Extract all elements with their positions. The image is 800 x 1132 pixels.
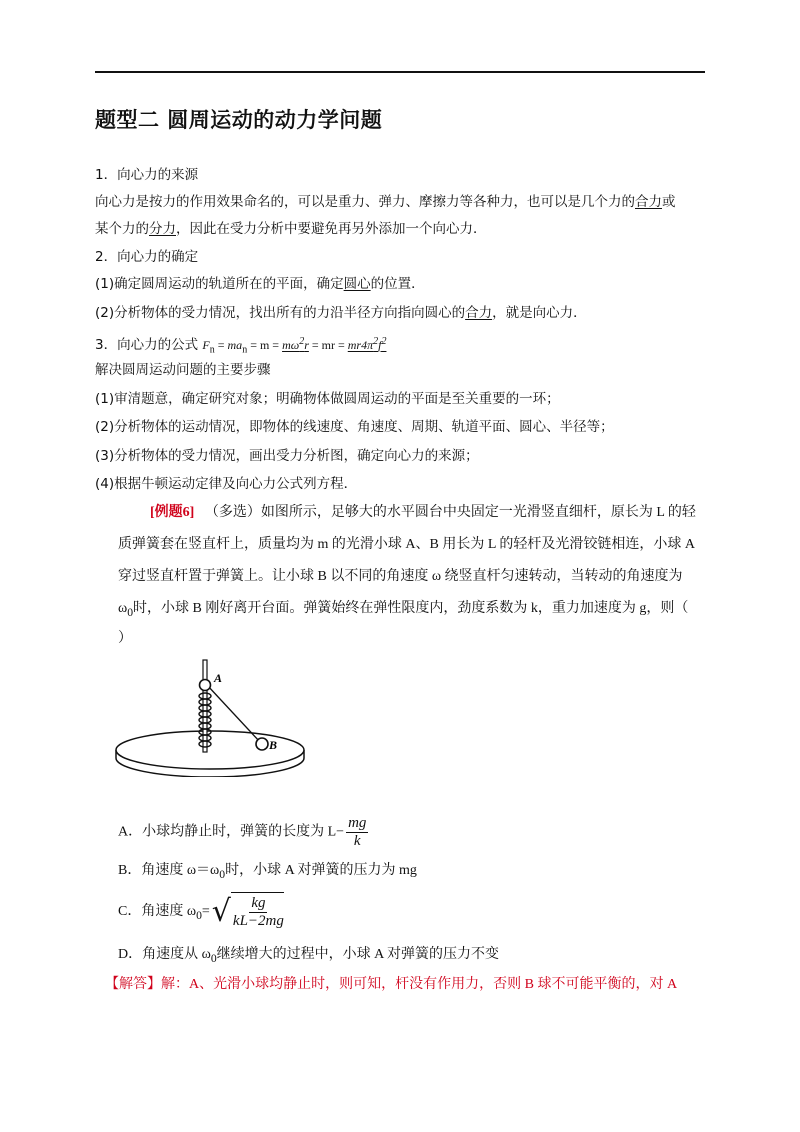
formula-sup: 2 (373, 336, 379, 347)
formula-term: = m = (247, 338, 283, 352)
text-span: C．角速度 ω (118, 904, 197, 920)
answer-tag: 【解答】 (105, 977, 161, 992)
fraction-kg-over-kl (233, 895, 284, 932)
radicand (231, 892, 284, 932)
fraction-denominator: k (353, 833, 361, 849)
text-span: （多选）如图所示，足够大的水平圆台中央固定一光滑竖直细杆，原长为 L 的轻 (204, 505, 696, 520)
section-1-line-1 (95, 193, 676, 211)
subscript: 0 (196, 909, 202, 923)
formula-term: F (202, 338, 210, 352)
example-tag: [例题6] (150, 505, 195, 520)
step-2: (2)分析物体的运动情况，即物体的线速度、角速度、周期、轨道平面、圆心、半径等； (95, 419, 614, 435)
steps-heading: 解决圆周运动问题的主要步骤 (95, 362, 271, 378)
fraction-denominator: kL−2mg (232, 913, 284, 929)
option-a (118, 815, 368, 850)
ball-b (256, 738, 268, 750)
option-d (118, 946, 499, 968)
fraction-mg-over-k (346, 815, 368, 850)
text-span: (2)分析物体的受力情况，找出所有的力沿半径方向指向圆心的 (95, 305, 466, 321)
example-line-5: ） (118, 631, 132, 646)
section-3-heading: 3．向心力的公式 (95, 337, 203, 353)
square-root (212, 892, 284, 932)
text-span: ，因此在受力分析中要避免再另外添加一个向心力． (176, 221, 487, 237)
option-b (118, 862, 417, 884)
answer-line (105, 976, 677, 994)
underlined-term: 分力 (149, 221, 176, 237)
formula-term: = (214, 338, 228, 352)
section-1-heading: 1．向心力的来源 (95, 167, 199, 183)
radical-sign: √ (211, 894, 231, 929)
formula-term: r (304, 338, 309, 352)
example-line-3: 穿过竖直杆置于弹簧上。让小球 B 以不同的角速度 ω 绕竖直杆匀速转动，当转动的角速度为 (118, 569, 683, 584)
formula-term: = mr = (308, 338, 348, 352)
fraction-numerator: kg (251, 895, 266, 911)
subscript: 0 (219, 867, 226, 881)
formula-sub: n (242, 344, 248, 356)
text-span: 时，小球 A 对弹簧的压力为 mg (225, 863, 417, 878)
label-b: B (269, 738, 278, 752)
underlined-formula-term (348, 338, 387, 352)
centripetal-force-formula (202, 336, 387, 356)
step-4: (4)根据牛顿运动定律及向心力公式列方程． (95, 476, 358, 492)
text-span: (1)确定圆周运动的轨道所在的平面，确定 (95, 276, 344, 292)
section-3-formula-line (95, 333, 386, 359)
text-span: 或 (662, 194, 676, 210)
text-span: B．角速度 ω＝ω (118, 863, 220, 878)
example-line-1 (150, 504, 696, 522)
subscript: 0 (127, 605, 134, 619)
ball-a (200, 680, 211, 691)
option-c (118, 892, 284, 932)
section-2-heading: 2．向心力的确定 (95, 249, 199, 265)
fraction-numerator: mg (348, 815, 367, 831)
underlined-term: 合力 (465, 305, 493, 321)
text-span: ，就是向心力． (492, 305, 587, 321)
turntable-figure (110, 652, 310, 777)
text-span: 继续增大的过程中，小球 A 对弹簧的压力不变 (216, 947, 499, 962)
text-span: D．角速度从 ω (118, 947, 211, 962)
underlined-term: 合力 (635, 194, 662, 210)
text-span: 向心力是按力的作用效果命名的，可以是重力、弹力、摩擦力等各种力，也可以是几个力的 (95, 194, 635, 210)
formula-sup: 2 (299, 336, 305, 347)
text-span: ω (118, 601, 128, 616)
formula-sub: n (209, 344, 215, 356)
example-line-2: 质弹簧套在竖直杆上，质量均为 m 的光滑小球 A、B 用长为 L 的轻杆及光滑铰链相连，小球 A (118, 537, 695, 552)
step-3: (3)分析物体的受力情况，画出受力分析图，确定向心力的来源； (95, 448, 479, 464)
underlined-term: 圆心 (343, 276, 371, 292)
underlined-formula-term (282, 338, 309, 352)
section-1-line-2 (95, 220, 487, 238)
section-2-line-1 (95, 275, 425, 293)
formula-term: mr4π (347, 338, 374, 352)
label-a: A (214, 671, 223, 685)
text-span: 的位置． (370, 276, 425, 292)
text-span: 时，小球 B 刚好离开台面。弹簧始终在弹性限度内，劲度系数为 k，重力加速度为 g，则（ (133, 601, 689, 616)
example-line-4 (118, 600, 688, 622)
header-rule (95, 71, 705, 73)
vertical-rod (203, 660, 207, 752)
section-2-line-2 (95, 304, 587, 322)
subscript: 0 (210, 951, 217, 965)
step-1: (1)审清题意，确定研究对象；明确物体做圆周运动的平面是至关重要的一环； (95, 391, 560, 407)
formula-term: ma (227, 338, 243, 352)
formula-term: mω (282, 338, 300, 352)
answer-text: 解：A、光滑小球均静止时，则可知，杆没有作用力，否则 B 球不可能平衡的，对 A (161, 977, 678, 992)
text-span: 某个力的 (95, 221, 149, 237)
formula-sup: 2 (381, 336, 387, 347)
formula-term: f (378, 338, 382, 352)
text-span: A．小球均静止时，弹簧的长度为 L− (118, 824, 345, 840)
page-title: 题型二 圆周运动的动力学问题 (95, 108, 383, 132)
text-span: = (201, 904, 210, 920)
